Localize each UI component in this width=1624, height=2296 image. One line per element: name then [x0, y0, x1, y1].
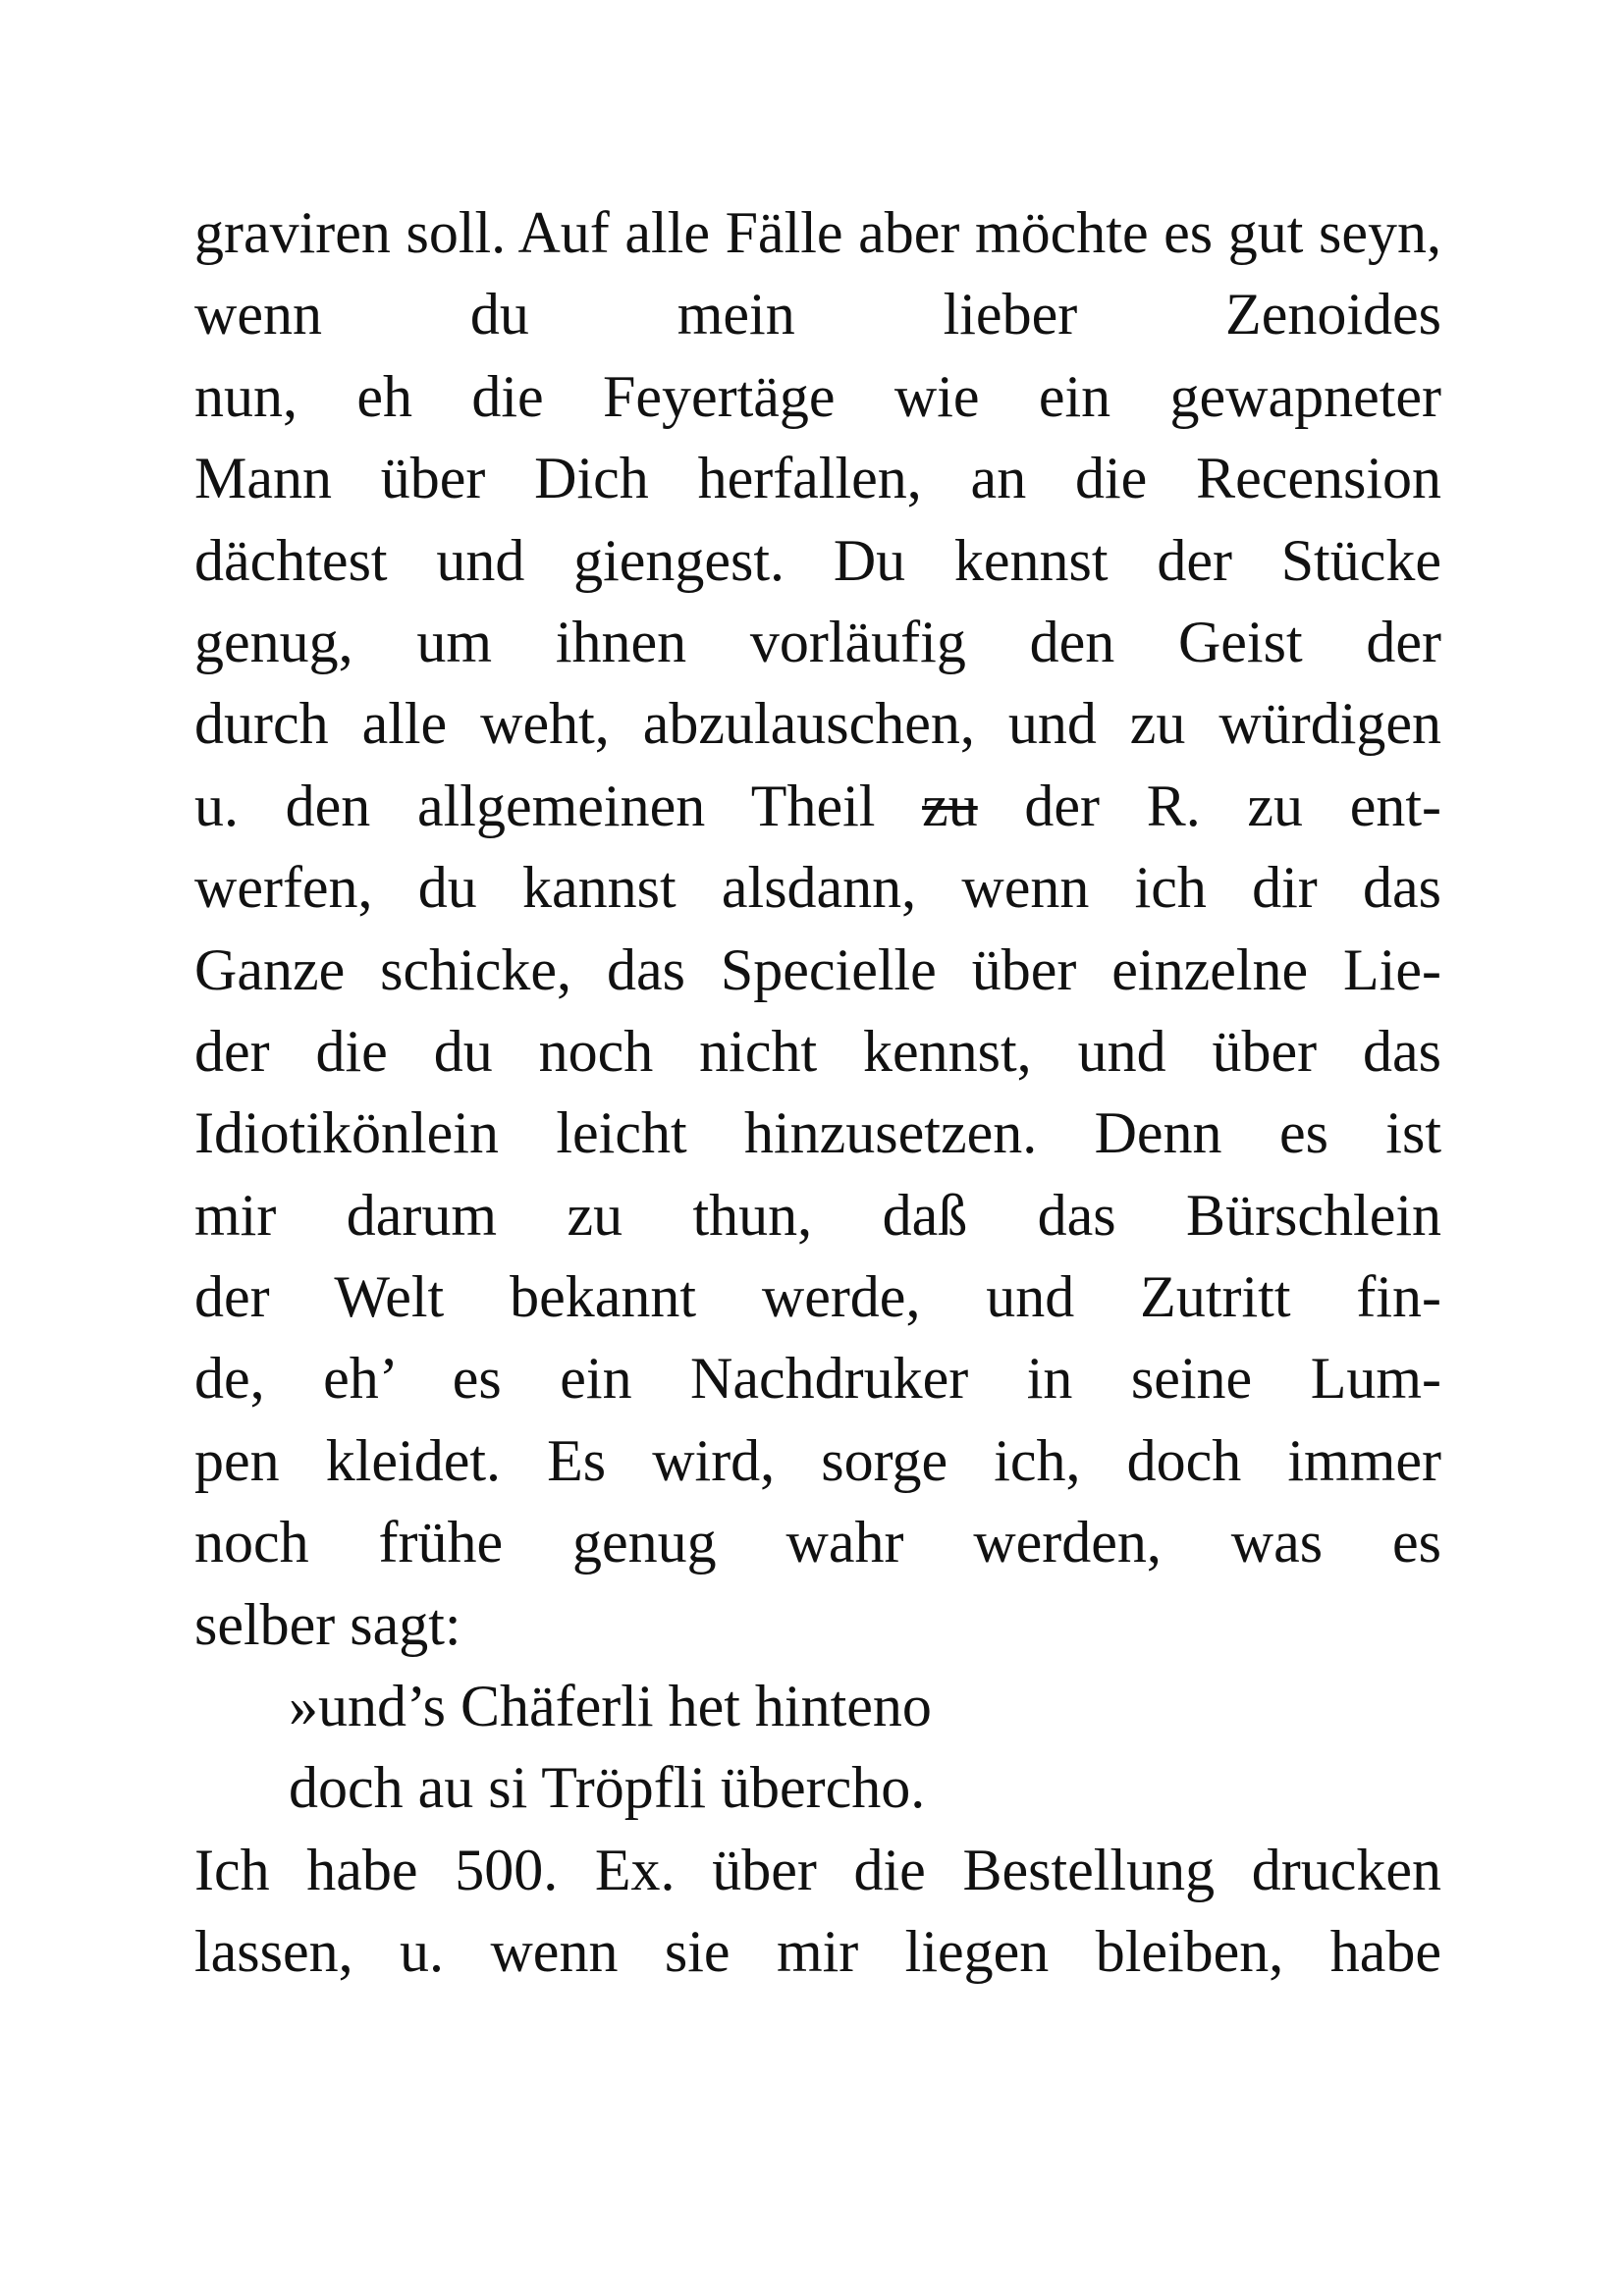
text-line: Ich habe 500. Ex. über die Bestellung drucken [194, 1837, 1441, 1902]
text-line: wenn du mein lieber Zenoides [194, 282, 1441, 347]
text-fragment: der R. zu ent- [977, 773, 1441, 838]
text-line: Ganze schicke, das Specielle über einzelne Lie- [194, 936, 1441, 1002]
text-line: noch frühe genug wahr werden, was es [194, 1510, 1441, 1575]
text-line: Mann über Dich herfallen, an die Recension [194, 446, 1441, 511]
text-line: Idiotikönlein leicht hinzusetzen. Denn es ist [194, 1100, 1441, 1166]
text-line-with-deletion [194, 766, 1441, 847]
text-line: nun, eh die Feyertäge wie ein gewapneter [194, 363, 1441, 429]
text-line: graviren soll. Auf alle Fälle aber möchte es gut seyn, [194, 200, 1441, 265]
text-line: mir darum zu thun, daß das Bürschlein [194, 1182, 1441, 1248]
letter-text [194, 192, 1441, 1994]
verse-line: doch au si Tröpfli übercho. [289, 1755, 926, 1821]
text-line: dächtest und giengest. Du kennst der Stücke [194, 527, 1441, 593]
text-line: genug, um ihnen vorläufig den Geist der [194, 609, 1441, 674]
text-line: selber sagt: [194, 1591, 461, 1657]
text-fragment: u. den allgemeinen Theil [194, 773, 923, 838]
text-line: lassen, u. wenn sie mir liegen bleiben, habe [194, 1919, 1441, 1985]
text-line: der Welt bekannt werde, und Zutritt fin- [194, 1264, 1441, 1330]
text-line: pen kleidet. Es wird, sorge ich, doch immer [194, 1427, 1441, 1493]
text-line: der die du noch nicht kennst, und über das [194, 1018, 1441, 1084]
struck-word: zu [922, 773, 978, 838]
text-line: de, eh’ es ein Nachdruker in seine Lum- [194, 1346, 1441, 1412]
verse-line: »und’s Chäferli het hinteno [289, 1674, 932, 1739]
text-line: durch alle weht, abzulauschen, und zu würdigen [194, 691, 1441, 757]
text-line: werfen, du kannst alsdann, wenn ich dir das [194, 855, 1441, 921]
